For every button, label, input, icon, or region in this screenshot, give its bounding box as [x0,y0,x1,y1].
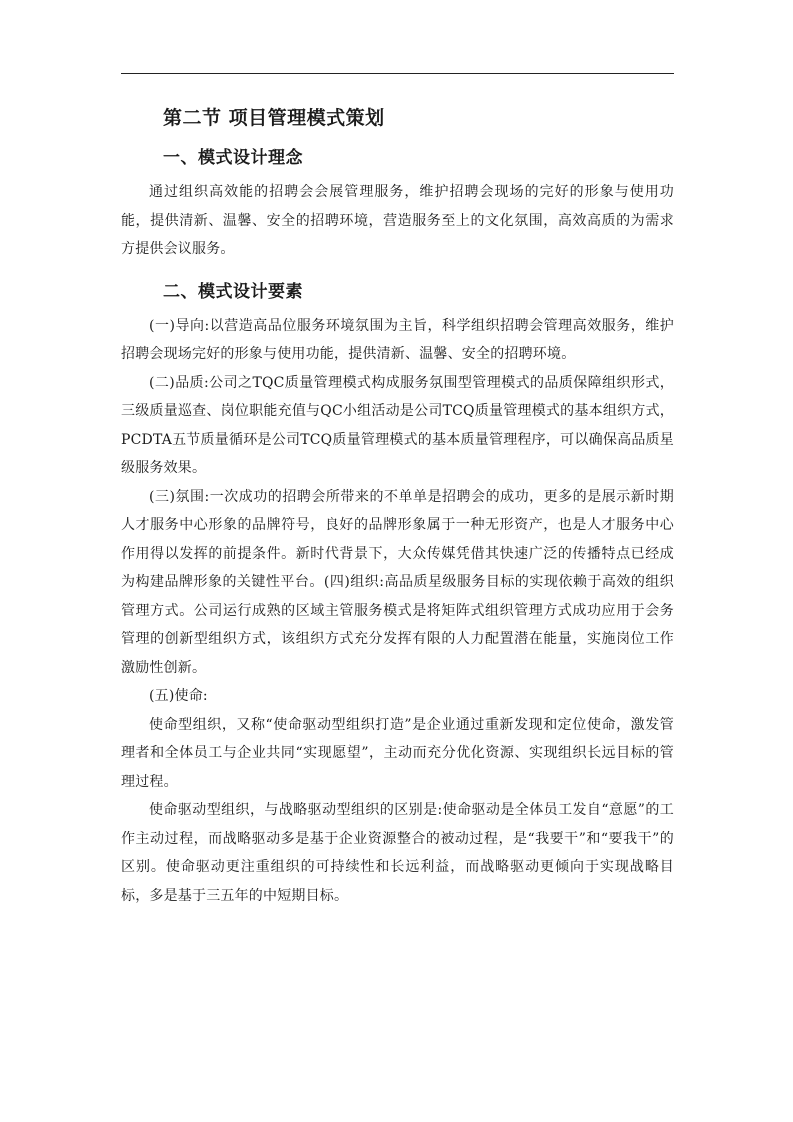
section-title: 第二节 项目管理模式策划 [163,107,385,129]
header-rule [121,73,674,74]
document-content [121,98,674,910]
paragraph-atmosphere-organization: (三)氛围:一次成功的招聘会所带来的不单单是招聘会的成功，更多的是展示新时期人才服务中心形象的品牌符号，良好的品牌形象属于一种无形资产，也是人才服务中心作用得以发挥的前提条件。新时代背景下，大众传媒凭借其快速广泛的传播特点已经成为构建品牌形象的关键性平台。(四)组织:高品质星级服务目标的实现依赖于高效的组织管理方式。公司运行成熟的区域主管服务模式是将矩阵式组织管理方式成功应用于会务管理的创新型组织方式，该组织方式充分发挥有限的人力配置潜在能量，实施岗位工作激励性创新。 [121,488,674,676]
paragraph-design-concept: 通过组织高效能的招聘会会展管理服务，维护招聘会现场的完好的形象与使用功能，提供清新、温馨、安全的招聘环境，营造服务至上的文化氛围，高效高质的为需求方提供会议服务。 [121,184,674,257]
paragraph-orientation: (一)导向:以营造高品位服务环境氛围为主旨，科学组织招聘会管理高效服务，维护招聘会现场完好的形象与使用功能，提供清新、温馨、安全的招聘环境。 [121,317,674,362]
heading-design-concept: 一、模式设计理念 [163,148,303,168]
paragraph-mission-vs-strategy: 使命驱动型组织，与战略驱动型组织的区别是:使命驱动是全体员工发自“意愿”的工作主动过程，而战略驱动多是基于企业资源整合的被动过程，是“我要干”和“要我干”的区别。使命驱动更注重组织的可持续性和长远利益，而战略驱动更倾向于实现战略目标，多是基于三五年的中短期目标。 [121,802,674,904]
heading-design-elements: 二、模式设计要素 [163,281,303,302]
paragraph-quality: (二)品质:公司之TQC质量管理模式构成服务氛围型管理模式的品质保障组织形式，三级质量巡查、岗位职能充值与QC小组活动是公司TCQ质量管理模式的基本组织方式，PCDTA五节质量循环是公司TCQ质量管理模式的基本质量管理程序，可以确保高品质星级服务效果。 [121,374,674,476]
paragraph-mission-organization: 使命型组织，又称“使命驱动型组织打造”是企业通过重新发现和定位使命，激发管理者和全体员工与企业共同“实现愿望”，主动而充分优化资源、实现组织长远目标的管理过程。 [121,716,674,790]
paragraph-mission-label: (五)使命: [149,688,208,704]
